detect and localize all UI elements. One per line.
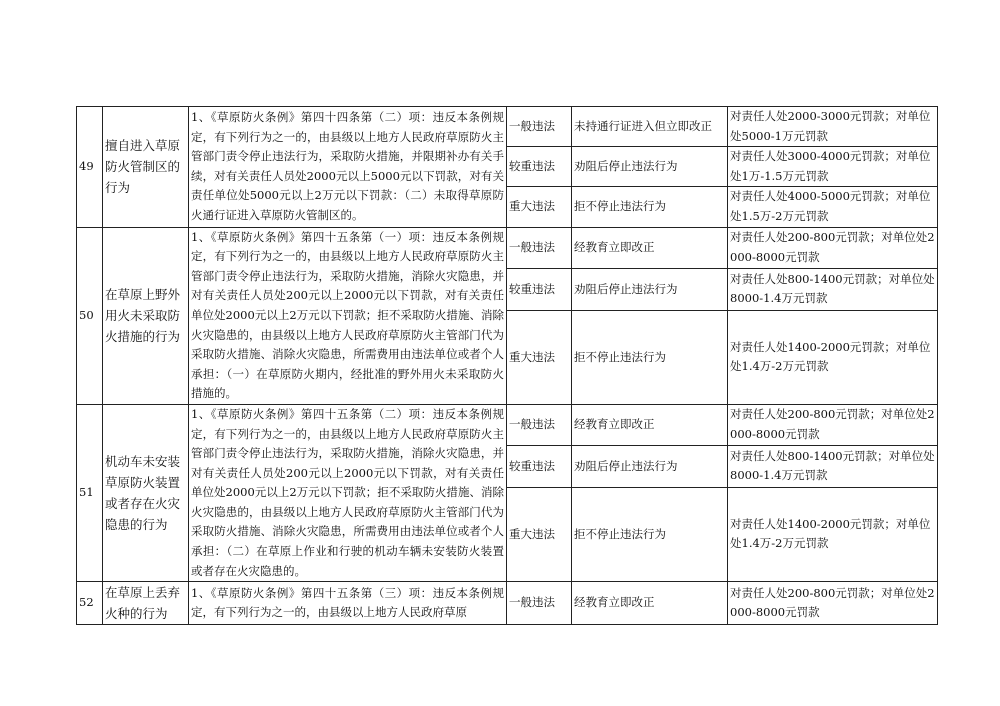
penalty-standard: 对责任人处1400-2000元罚款；对单位处1.4万-2万元罚款 [728,487,938,582]
penalty-standard: 对责任人处200-800元罚款；对单位处2000-8000元罚款 [728,582,938,625]
penalty-standard: 对责任人处200-800元罚款；对单位处2000-8000元罚款 [728,227,938,269]
table-row [77,582,938,625]
violation-behavior: 在草原上野外用火未采取防火措施的行为 [103,227,189,404]
penalty-standard-table [76,106,938,625]
violation-level: 一般违法 [507,582,572,625]
violation-level: 较重违法 [507,446,572,487]
violation-circumstance: 劝阻后停止违法行为 [572,446,728,487]
violation-circumstance: 未持通行证进入但立即改正 [572,107,728,147]
violation-behavior: 在草原上丢弃火种的行为 [103,582,189,625]
violation-circumstance: 劝阻后停止违法行为 [572,147,728,187]
violation-circumstance: 拒不停止违法行为 [572,487,728,582]
table-row [77,404,938,445]
penalty-standard: 对责任人处800-1400元罚款；对单位处8000-1.4万元罚款 [728,446,938,487]
violation-circumstance: 拒不停止违法行为 [572,187,728,227]
penalty-standard: 对责任人处200-800元罚款；对单位处2000-8000元罚款 [728,404,938,445]
legal-basis: 1、《草原防火条例》第四十五条第（二）项：违反本条例规定，有下列行为之一的，由县级以上地方人民政府草原防火主管部门责令停止违法行为，采取防火措施，消除火灾隐患，并对有关责任人员处200元以上2000元以下罚款，对有关责任单位处2000元以上2万元以下罚款；拒不采取防火措施、消除火灾隐患的，由县级以上地方人民政府草原防火主管部门代为采取防火措施、消除火灾隐患，所需费用由违法单位或者个人承担：（二）在草原上作业和行驶的机动车辆未安装防火装置或者存在火灾隐患的。 [189,404,507,581]
table-row [77,227,938,269]
penalty-standard: 对责任人处2000-3000元罚款；对单位处5000-1万元罚款 [728,107,938,147]
violation-level: 一般违法 [507,107,572,147]
violation-level: 较重违法 [507,147,572,187]
item-number: 50 [77,227,103,404]
penalty-standard: 对责任人处4000-5000元罚款；对单位处1.5万-2万元罚款 [728,187,938,227]
violation-behavior: 擅自进入草原防火管制区的行为 [103,107,189,228]
penalty-standard: 对责任人处1400-2000元罚款；对单位处1.4万-2万元罚款 [728,310,938,404]
violation-level: 较重违法 [507,269,572,311]
legal-basis: 1、《草原防火条例》第四十五条第（三）项：违反本条例规定，有下列行为之一的，由县级以上地方人民政府草原 [189,582,507,625]
penalty-standard: 对责任人处3000-4000元罚款；对单位处1万-1.5万元罚款 [728,147,938,187]
violation-level: 一般违法 [507,404,572,445]
legal-basis: 1、《草原防火条例》第四十四条第（二）项：违反本条例规定，有下列行为之一的，由县级以上地方人民政府草原防火主管部门责令停止违法行为，采取防火措施，并限期补办有关手续，对有关责任人员处2000元以上5000元以下罚款，对有关责任单位处5000元以上2万元以下罚款：（二）未取得草原防火通行证进入草原防火管制区的。 [189,107,507,228]
legal-basis: 1、《草原防火条例》第四十五条第（一）项：违反本条例规定，有下列行为之一的，由县级以上地方人民政府草原防火主管部门责令停止违法行为，采取防火措施，消除火灾隐患，并对有关责任人员处200元以上2000元以下罚款，对有关责任单位处2000元以上2万元以下罚款；拒不采取防火措施、消除火灾隐患的，由县级以上地方人民政府草原防火主管部门代为采取防火措施、消除火灾隐患，所需费用由违法单位或者个人承担：（一）在草原防火期内，经批准的野外用火未采取防火措施的。 [189,227,507,404]
violation-circumstance: 经教育立即改正 [572,227,728,269]
violation-level: 一般违法 [507,227,572,269]
table-row [77,107,938,147]
item-number: 52 [77,582,103,625]
item-number: 51 [77,404,103,581]
violation-circumstance: 经教育立即改正 [572,404,728,445]
violation-level: 重大违法 [507,187,572,227]
violation-circumstance: 拒不停止违法行为 [572,310,728,404]
violation-behavior: 机动车未安装草原防火装置或者存在火灾隐患的行为 [103,404,189,581]
violation-circumstance: 经教育立即改正 [572,582,728,625]
violation-level: 重大违法 [507,487,572,582]
violation-circumstance: 劝阻后停止违法行为 [572,269,728,311]
violation-level: 重大违法 [507,310,572,404]
item-number: 49 [77,107,103,228]
penalty-standard: 对责任人处800-1400元罚款；对单位处8000-1.4万元罚款 [728,269,938,311]
